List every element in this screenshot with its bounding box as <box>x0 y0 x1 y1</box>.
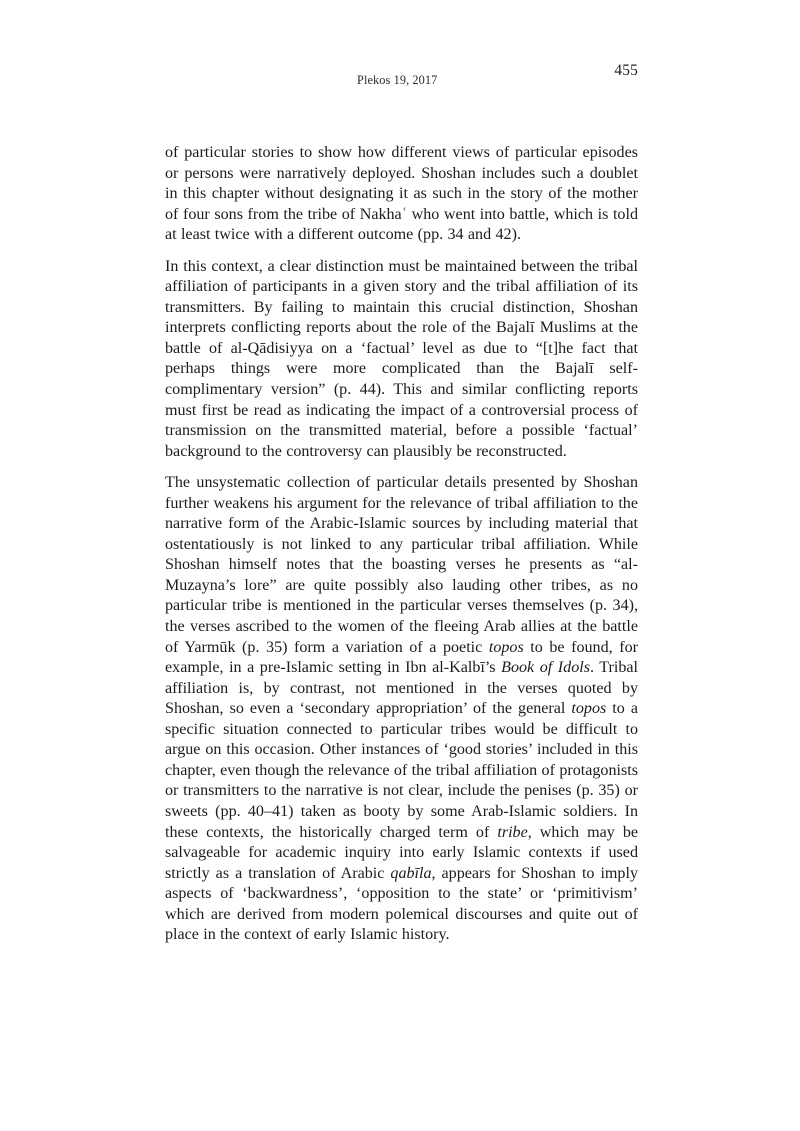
paragraph-2: In this context, a clear distinction must be maintained between the tribal affiliation of participants in a given story and the tribal affiliation of its transmitters. By failing to maintain this crucial distinction, Shoshan interprets conflicting reports about the role of the Bajalī Muslims at the battle of al-Qādisiyya on a ‘factual’ level as due to “[t]he fact that perhaps things were more complicated than the Bajalī self-complimentary version” (p. 44). This and similar conflicting reports must first be read as indicating the impact of a controversial process of transmission on the transmitted material, before a possible ‘factual’ background to the controversy can plausibly be reconstructed. <box>165 257 638 460</box>
body-text-block <box>165 143 638 946</box>
emphasised-term: Book of Idols <box>501 659 590 677</box>
emphasised-term: qabīla <box>390 864 432 882</box>
running-head: Plekos 19, 2017 <box>357 73 438 87</box>
page-header <box>165 62 638 94</box>
emphasised-term: topos <box>571 700 607 718</box>
page-number: 455 <box>614 62 638 79</box>
paragraph-3: The unsystematic collection of particular details presented by Shoshan further weakens his argument for the relevance of tribal affiliation to the narrative form of the Arabic-Islamic sources by including material that ostentatiously is not linked to any particular tribal affiliation. While Shoshan himself notes that the boasting verses he presents as “al-Muzayna’s lore” are quite possibly also lauding other tribes, as no particular tribe is mentioned in the particular verses themselves (p. 34), the verses ascribed to the women of the fleeing Arab allies at the battle of Yarmūk (p. 35) form a variation of a poetic topos to be found, for example, in a pre-Islamic setting in Ibn al-Kalbī’s Book of Idols. Tribal affiliation is, by contrast, not mentioned in the verses quoted by Shoshan, so even a ‘secondary appropriation’ of the general topos to a specific situation connected to particular tribes would be difficult to argue on this occasion. Other instances of ‘good stories’ included in this chapter, even though the relevance of the tribal affiliation of protagonists or transmitters to the narrative is not clear, include the penises (p. 35) or sweets (pp. 40–41) taken as booty by some Arab-Islamic soldiers. In these contexts, the historically charged term of tribe, which may be salvageable for academic inquiry into early Islamic contexts if used strictly as a translation of Arabic qabīla, appears for Shoshan to imply aspects of ‘backwardness’, ‘opposition to the state’ or ‘primitivism’ which are derived from modern polemical discourses and quite out of place in the context of early Islamic history. <box>165 474 639 944</box>
emphasised-term: tribe <box>497 823 528 841</box>
paragraph-1: of particular stories to show how different views of particular episodes or persons were narratively deployed. Shoshan includes such a doublet in this chapter without designating it as such in the story of the mother of four sons from the tribe of Nakhaʿ who went into battle, which is told at least twice with a different outcome (pp. 34 and 42). <box>165 144 638 244</box>
emphasised-term: topos <box>488 638 524 656</box>
